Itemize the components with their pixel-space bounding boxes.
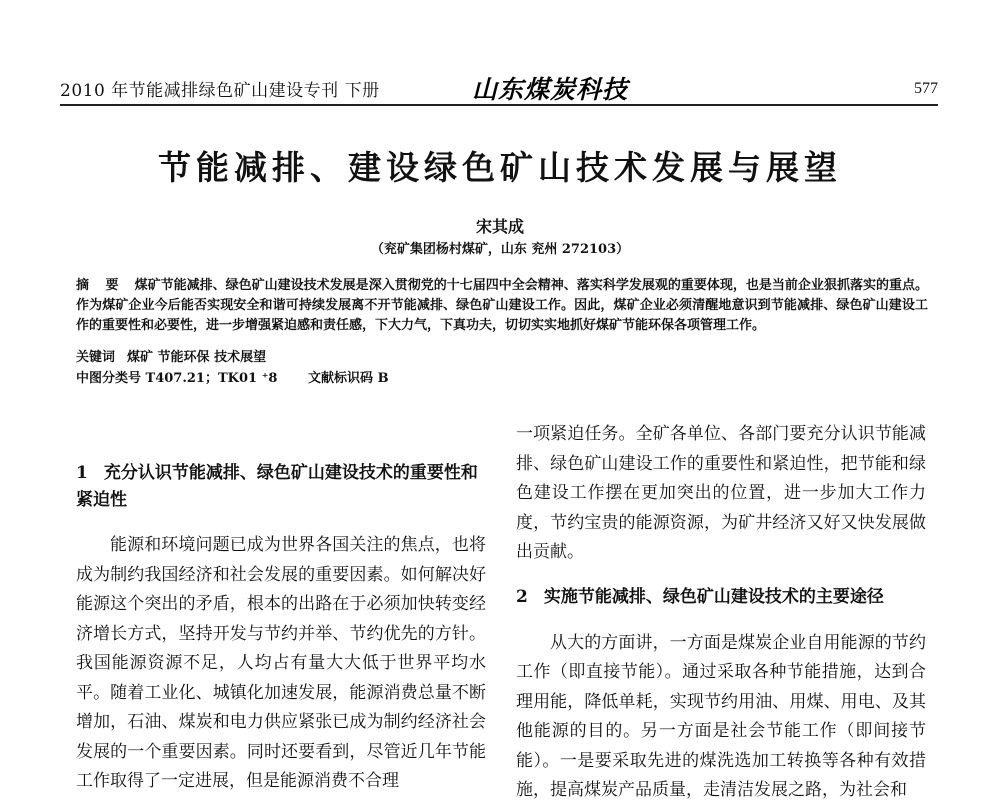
keywords-label: 关键词 <box>76 350 116 365</box>
continued-paragraph: 一项紧迫任务。全矿各单位、各部门要充分认识节能减排、绿色矿山建设工作的重要性和紧迫性，把节能和绿色建设工作摆在更加突出的位置，进一步加大工作力度，节约宝贵的能源资源，为矿井经济又好又快发展做出贡献。 <box>516 424 926 562</box>
journal-issue-info: 2010 年节能减排绿色矿山建设专刊 下册 <box>60 81 380 101</box>
section-2-number: 2 <box>516 586 528 607</box>
keywords-value: 煤矿 节能环保 技术展望 <box>127 350 267 365</box>
right-column <box>516 420 926 806</box>
left-column <box>76 420 486 797</box>
running-header <box>60 72 938 106</box>
section-2-title: 实施节能减排、绿色矿山建设技术的主要途径 <box>543 586 884 607</box>
doc-code-label: 文献标识码 <box>308 371 374 386</box>
abstract <box>76 276 928 336</box>
author-affiliation: （兖矿集团杨村煤矿，山东 兖州 272103） <box>370 242 630 257</box>
abstract-text: 煤矿节能减排、绿色矿山建设技术发展是深入贯彻党的十七届四中全会精神、落实科学发展观的重要体现，也是当前企业狠抓落实的重点。作为煤矿企业今后能否实现安全和谐可持续发展离不开节能减排、绿色矿山建设工作。因此，煤矿企业必须清醒地意识到节能减排、绿色矿山建设工作的重要性和必要性，进一步增强紧迫感和责任感，下大力气，下真功夫，切切实实地抓好煤矿节能环保各项管理工作。 <box>76 278 928 333</box>
classification-line <box>76 367 389 386</box>
abstract-label: 摘 要 <box>76 278 125 293</box>
section-1-heading <box>76 460 486 514</box>
section-2-heading <box>516 584 926 611</box>
section-1-title: 充分认识节能减排、绿色矿山建设技术的重要性和紧迫性 <box>76 463 478 510</box>
section-2-paragraph: 从大的方面讲，一方面是煤炭企业自用能源的节约工作（即直接节能）。通过采取各种节能措施，达到合理用能，降低单耗，实现节约用油、用煤、用电、及其他能源的目的。另一方面是社会节能工作（即间接节能）。一是要采取先进的煤洗选加工转换等各种有效措施，提高煤炭产品质量，走清洁发展之路，为社会和 <box>516 632 926 800</box>
page-number: 577 <box>914 80 938 97</box>
header-divider <box>60 104 938 106</box>
clc-label: 中图分类号 <box>76 371 142 386</box>
article-title: 节能减排、建设绿色矿山技术发展与展望 <box>158 148 842 187</box>
section-1-paragraph: 能源和环境问题已成为世界各国关注的焦点，也将成为制约我国经济和社会发展的重要因素。如何解决好能源这个突出的矛盾，根本的出路在于必须加快转变经济增长方式，坚持开发与节约并举、节约优先的方针。我国能源资源不足，人均占有量大大低于世界平均水平。随着工业化、城镇化加速发展，能源消费总量不断增加，石油、煤炭和电力供应紧张已成为制约经济社会发展的一个重要因素。同时还要看到，尽管近几年节能工作取得了一定进展，但是能源消费不合理 <box>76 535 486 791</box>
section-1-number: 1 <box>76 463 88 483</box>
journal-logo: 山东煤炭科技 <box>472 75 629 104</box>
author-name: 宋其成 <box>475 217 524 236</box>
clc-value: T407.21；TK01 ⁺8 <box>145 371 278 386</box>
keywords-line <box>76 346 266 365</box>
doc-code-value: B <box>377 371 389 386</box>
